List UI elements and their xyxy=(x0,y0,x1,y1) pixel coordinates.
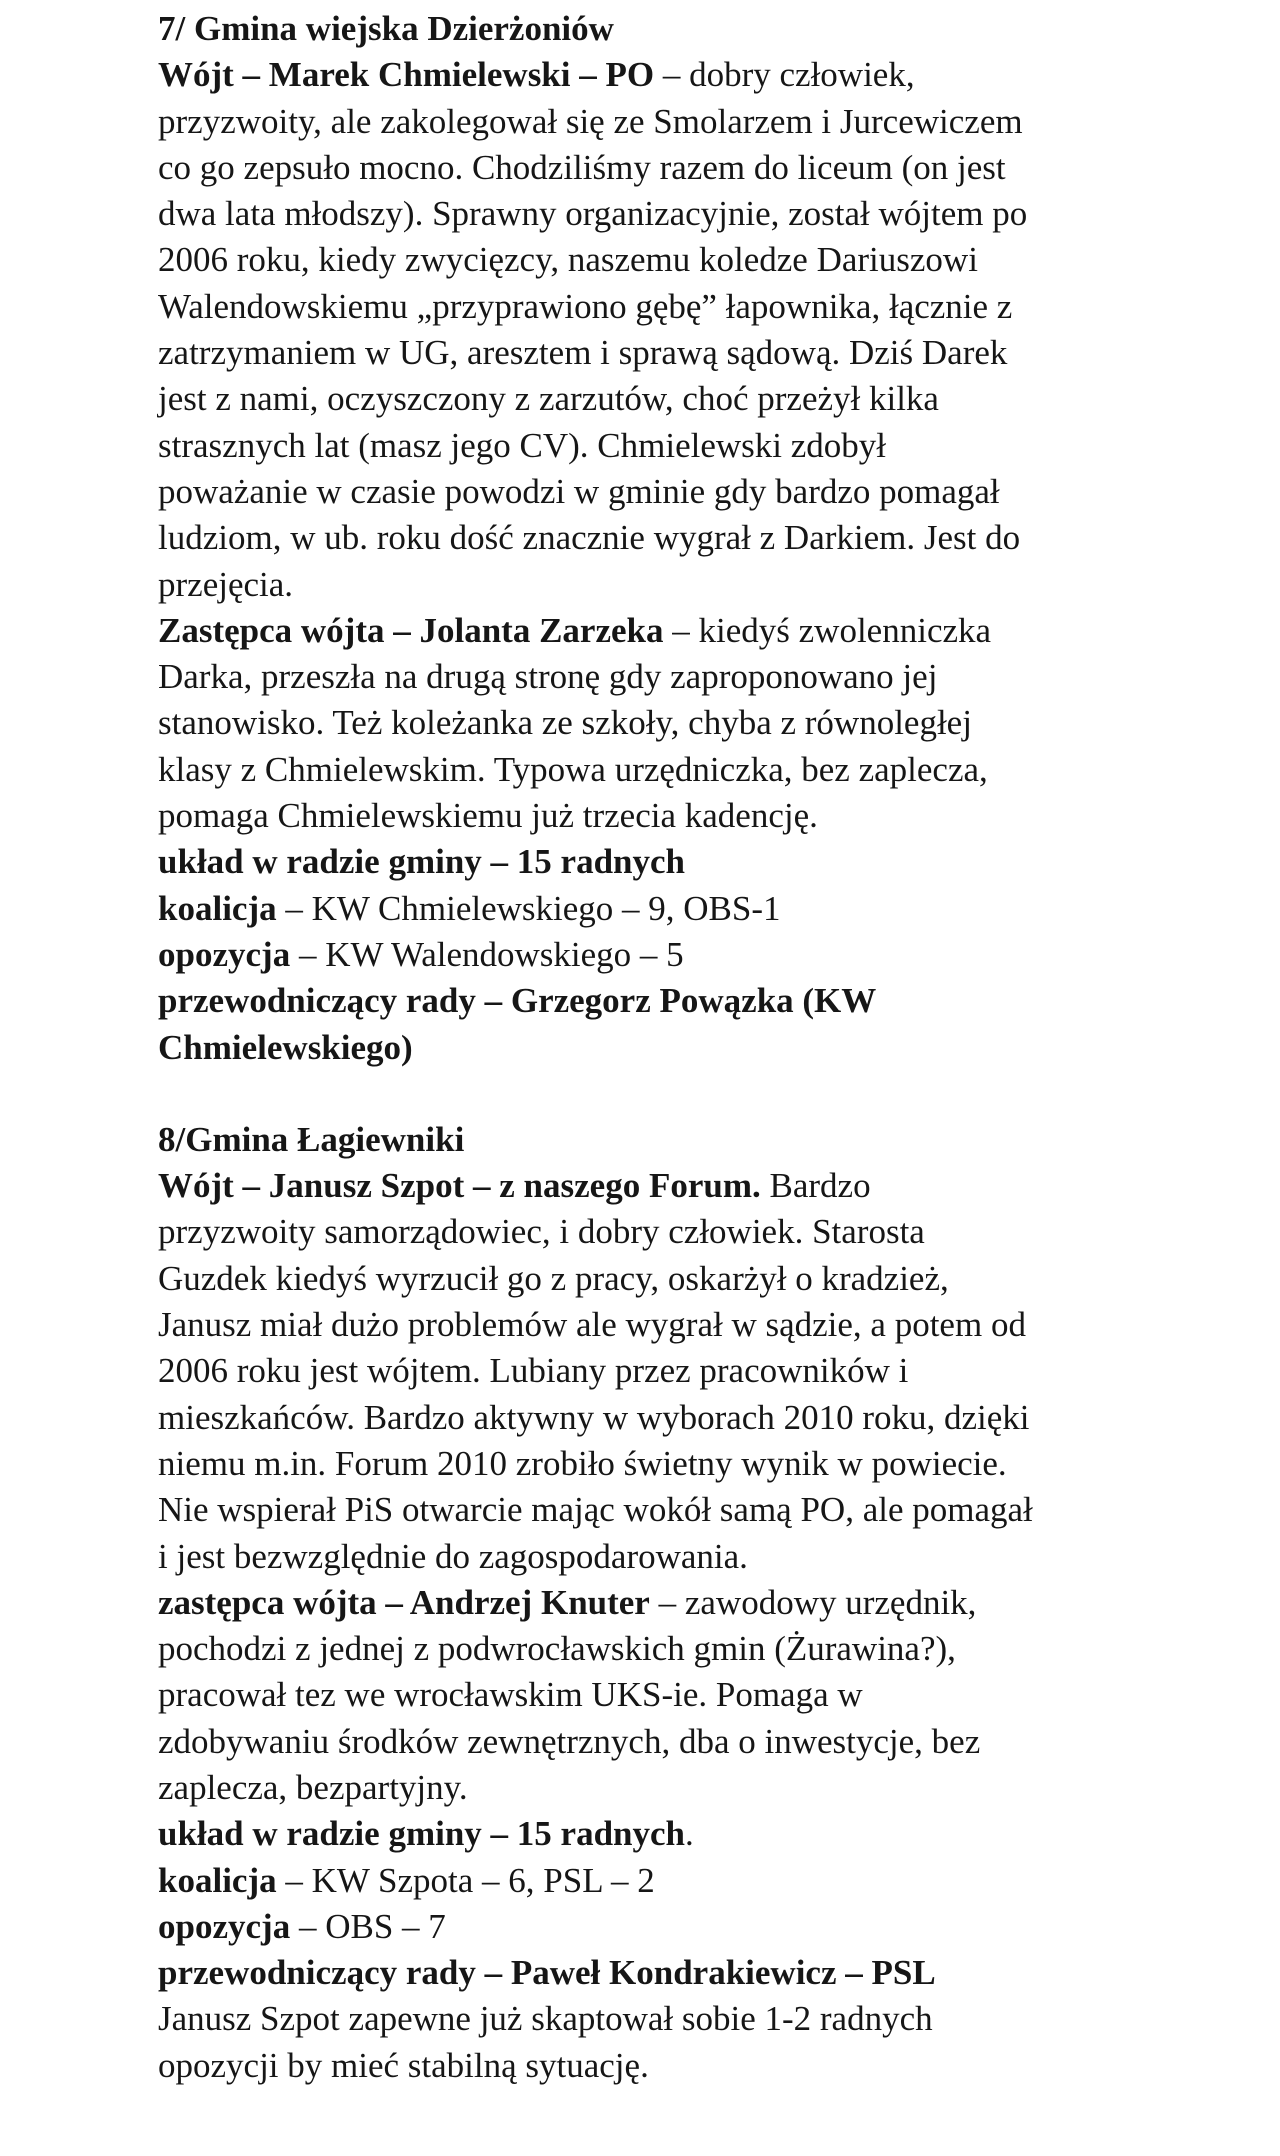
paragraph-line: zatrzymaniem w UG, aresztem i sprawą sądową. Dziś Darek xyxy=(158,333,1008,373)
coalition-line: koalicja – KW Chmielewskiego – 9, OBS-1 xyxy=(158,888,781,928)
paragraph-line: stanowisko. Też koleżanka ze szkoły, chyba z równoległej xyxy=(158,703,972,743)
paragraph-line: co go zepsuło mocno. Chodziliśmy razem do liceum (on jest xyxy=(158,147,1006,187)
opposition-line: opozycja – OBS – 7 xyxy=(158,1906,446,1946)
paragraph-line: Nie wspierał PiS otwarcie mając wokół samą PO, ale pomagał xyxy=(158,1490,1033,1530)
section-gmina-lagiewniki xyxy=(158,1117,1238,2089)
paragraph-line: jest z nami, oczyszczony z zarzutów, choć przeżył kilka xyxy=(158,379,939,419)
paragraph-line: Janusz Szpot zapewne już skaptował sobie 1-2 radnych xyxy=(158,1999,933,2039)
paragraph-line: Darka, przeszła na drugą stronę gdy zaproponowano jej xyxy=(158,657,938,697)
council-layout-line: układ w radzie gminy – 15 radnych. xyxy=(158,1814,694,1854)
paragraph-line: i jest bezwzględnie do zagospodarowania. xyxy=(158,1536,748,1576)
paragraph-line: zdobywaniu środków zewnętrznych, dba o inwestycje, bez xyxy=(158,1721,981,1761)
paragraph-line: Guzdek kiedyś wyrzucił go z pracy, oskarżył o kradzież, xyxy=(158,1258,949,1298)
paragraph-line: klasy z Chmielewskim. Typowa urzędniczka, bez zaplecza, xyxy=(158,749,988,789)
coalition-line: koalicja – KW Szpota – 6, PSL – 2 xyxy=(158,1860,655,1900)
paragraph-line: poważanie w czasie powodzi w gminie gdy bardzo pomagał xyxy=(158,471,1000,511)
paragraph-line: mieszkańców. Bardzo aktywny w wyborach 2010 roku, dzięki xyxy=(158,1397,1030,1437)
paragraph-line: dwa lata młodszy). Sprawny organizacyjnie, został wójtem po xyxy=(158,194,1028,234)
document-page xyxy=(158,6,1238,2089)
paragraph-line: opozycji by mieć stabilną sytuację. xyxy=(158,2045,649,2085)
section-spacer xyxy=(158,1071,1238,1117)
council-chair-line: Chmielewskiego) xyxy=(158,1027,413,1067)
paragraph-line: 2006 roku jest wójtem. Lubiany przez pracowników i xyxy=(158,1351,909,1391)
paragraph-line: 2006 roku, kiedy zwycięzcy, naszemu koledze Dariuszowi xyxy=(158,240,978,280)
council-chair-line: przewodniczący rady – Paweł Kondrakiewicz – PSL xyxy=(158,1953,936,1993)
paragraph-line: Wójt – Marek Chmielewski – PO – dobry człowiek, xyxy=(158,55,915,95)
opposition-line: opozycja – KW Walendowskiego – 5 xyxy=(158,934,684,974)
paragraph-line: pracował tez we wrocławskim UKS-ie. Pomaga w xyxy=(158,1675,863,1715)
paragraph-line: niemu m.in. Forum 2010 zrobiło świetny wynik w powiecie. xyxy=(158,1443,1007,1483)
paragraph-line: przyzwoity, ale zakolegował się ze Smolarzem i Jurcewiczem xyxy=(158,101,1023,141)
section-title: 8/Gmina Łagiewniki xyxy=(158,1119,465,1159)
paragraph-line: ludziom, w ub. roku dość znacznie wygrał z Darkiem. Jest do xyxy=(158,518,1021,558)
section-gmina-dzierzoniow xyxy=(158,6,1238,1071)
paragraph-line: Zastępca wójta – Jolanta Zarzeka – kiedyś zwolenniczka xyxy=(158,610,992,650)
paragraph-line: Walendowskiemu „przyprawiono gębę” łapownika, łącznie z xyxy=(158,286,1013,326)
paragraph-line: Janusz miał dużo problemów ale wygrał w sądzie, a potem od xyxy=(158,1305,1026,1345)
paragraph-line: zaplecza, bezpartyjny. xyxy=(158,1767,468,1807)
paragraph-line: Wójt – Janusz Szpot – z naszego Forum. Bardzo xyxy=(158,1166,871,1206)
paragraph-line: przejęcia. xyxy=(158,564,294,604)
paragraph-line: pochodzi z jednej z podwrocławskich gmin (Żurawina?), xyxy=(158,1629,956,1669)
council-chair-line: przewodniczący rady – Grzegorz Powązka (KW xyxy=(158,981,877,1021)
paragraph-line: przyzwoity samorządowiec, i dobry człowiek. Starosta xyxy=(158,1212,925,1252)
section-title: 7/ Gmina wiejska Dzierżoniów xyxy=(158,9,614,48)
paragraph-line: pomaga Chmielewskiemu już trzecia kadencję. xyxy=(158,796,818,836)
paragraph-line: strasznych lat (masz jego CV). Chmielewski zdobył xyxy=(158,425,887,465)
council-layout-line: układ w radzie gminy – 15 radnych xyxy=(158,842,685,882)
paragraph-line: zastępca wójta – Andrzej Knuter – zawodowy urzędnik, xyxy=(158,1582,977,1622)
